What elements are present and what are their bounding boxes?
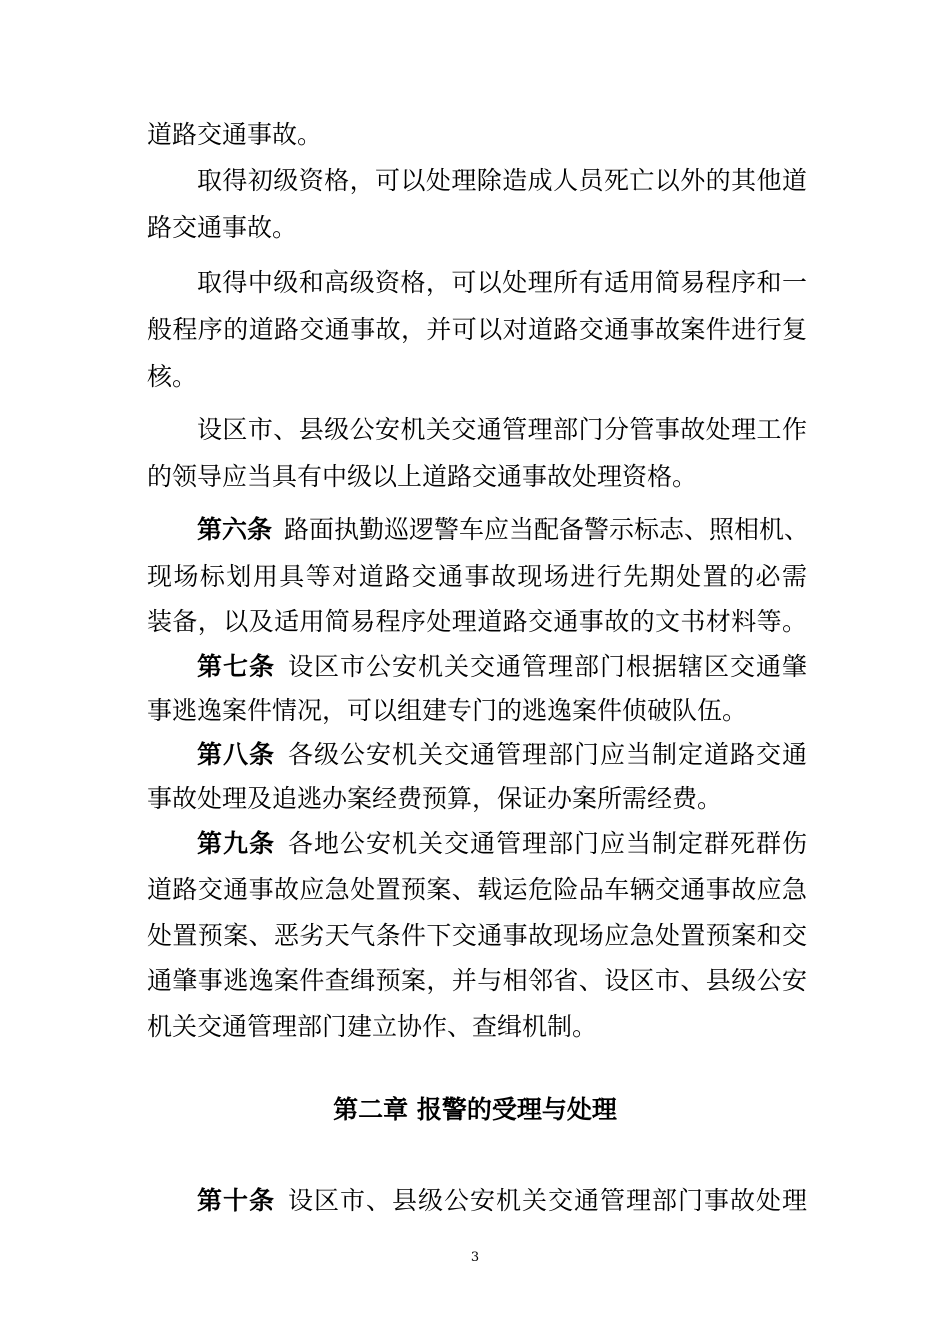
text-line: 处置预案、恶劣天气条件下交通事故现场应急处置预案和交 (147, 921, 807, 950)
page-number: 3 (470, 1250, 480, 1265)
text-line: 各地公安机关交通管理部门应当制定群死群伤 (287, 829, 807, 858)
text-line: 道路交通事故。 (147, 120, 323, 149)
text-line: 的领导应当具有中级以上道路交通事故处理资格。 (147, 462, 698, 491)
article-9-line (197, 827, 807, 861)
text-line: 通肇事逃逸案件查缉预案，并与相邻省、设区市、县级公安 (147, 966, 807, 995)
text-line: 事故处理及追逃办案经费预算，保证办案所需经费。 (147, 784, 723, 813)
article-label-9: 第九条 (197, 829, 275, 858)
text-line: 事逃逸案件情况，可以组建专门的逃逸案件侦破队伍。 (147, 696, 748, 725)
text-line: 道路交通事故应急处置预案、载运危险品车辆交通事故应急 (147, 875, 807, 904)
text-line: 般程序的道路交通事故，并可以对道路交通事故案件进行复 (147, 315, 807, 344)
text-line: 设区市、县级公安机关交通管理部门事故处理 (287, 1186, 807, 1215)
text-line: 取得初级资格，可以处理除造成人员死亡以外的其他道 (197, 166, 807, 195)
text-line: 设区市公安机关交通管理部门根据辖区交通肇 (287, 652, 807, 681)
chapter-heading: 第二章 报警的受理与处理 (333, 1095, 617, 1124)
text-line: 路交通事故。 (147, 213, 298, 242)
text-line: 现场标划用具等对道路交通事故现场进行先期处置的必需 (147, 562, 807, 591)
text-line: 核。 (147, 362, 198, 391)
article-label-6: 第六条 (197, 515, 273, 544)
text-line: 装备，以及适用简易程序处理道路交通事故的文书材料等。 (147, 607, 807, 636)
text-line: 路面执勤巡逻警车应当配备警示标志、照相机、 (284, 515, 810, 544)
text-line: 设区市、县级公安机关交通管理部门分管事故处理工作 (197, 415, 807, 444)
article-8-line (197, 738, 807, 772)
text-line: 取得中级和高级资格，可以处理所有适用简易程序和一 (197, 268, 807, 297)
text-line: 各级公安机关交通管理部门应当制定道路交通 (287, 740, 807, 769)
article-label-10: 第十条 (197, 1186, 275, 1215)
article-7-line (197, 650, 807, 684)
article-6-line (197, 513, 810, 547)
article-10-line (197, 1184, 807, 1218)
article-label-8: 第八条 (197, 740, 275, 769)
article-label-7: 第七条 (197, 652, 275, 681)
text-line: 机关交通管理部门建立协作、查缉机制。 (147, 1012, 598, 1041)
